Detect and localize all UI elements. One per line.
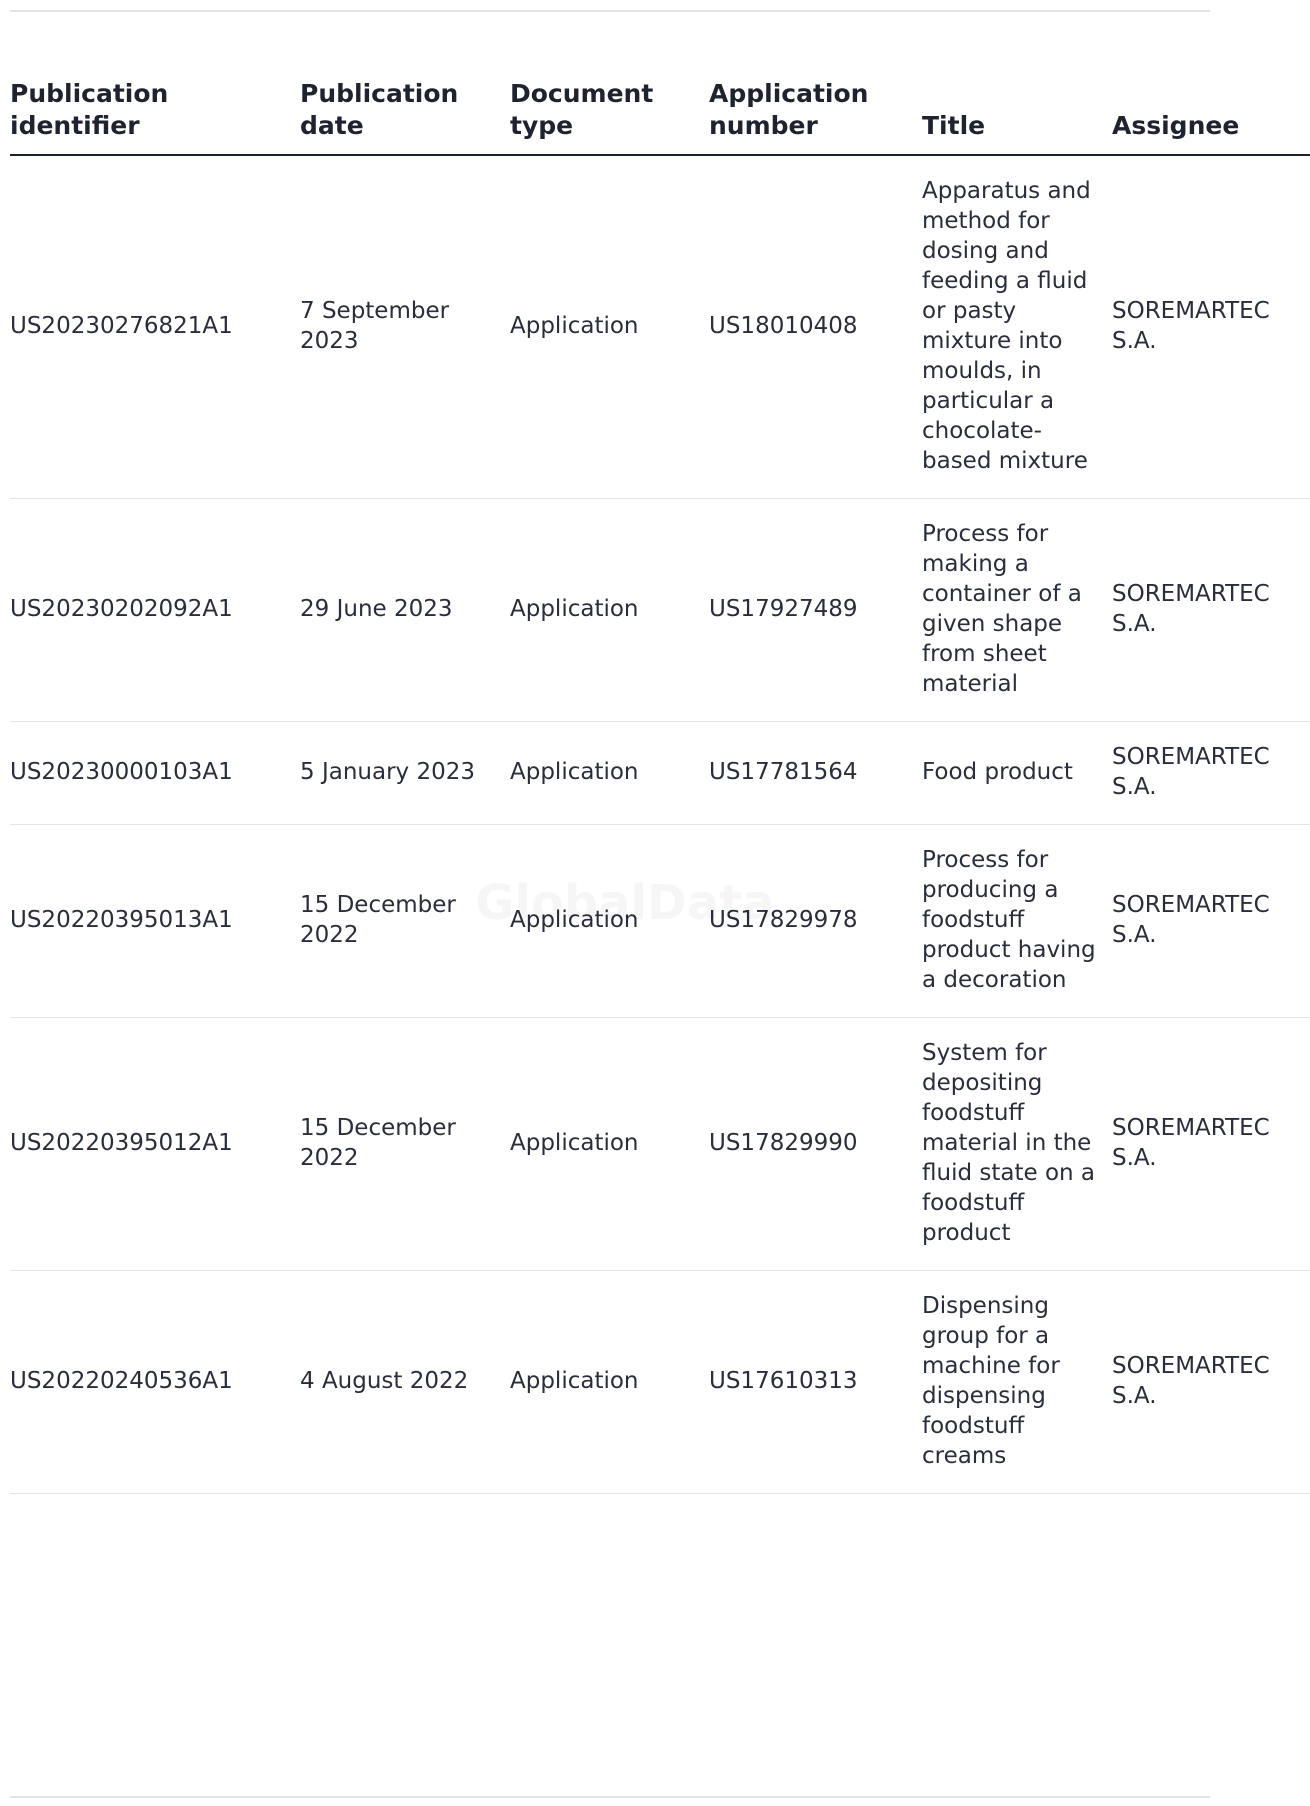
cell-application-number: US17927489 [709,499,922,722]
cell-document-type: Application [510,499,709,722]
cell-publication-date: 5 January 2023 [300,722,510,825]
header-application-number: Application number [709,60,922,155]
header-assignee: Assignee [1112,60,1310,155]
cell-publication-identifier: US20220240536A1 [10,1271,300,1494]
table-row [10,155,1310,499]
cell-publication-identifier: US20230276821A1 [10,155,300,499]
cell-publication-identifier: US20230202092A1 [10,499,300,722]
cell-assignee: SOREMARTEC S.A. [1112,1018,1310,1271]
header-publication-date: Publication date [300,60,510,155]
cell-publication-date: 4 August 2022 [300,1271,510,1494]
table-body [10,155,1310,1494]
header-document-type: Document type [510,60,709,155]
cell-document-type: Application [510,722,709,825]
header-publication-identifier: Publication identifier [10,60,300,155]
cell-assignee: SOREMARTEC S.A. [1112,825,1310,1018]
cell-publication-date: 29 June 2023 [300,499,510,722]
cell-application-number: US17781564 [709,722,922,825]
cell-publication-date: 7 September 2023 [300,155,510,499]
publications-table [10,60,1310,1494]
cell-title: System for depositing foodstuff material in the fluid state on a foodstuff product [922,1018,1112,1271]
cell-document-type: Application [510,155,709,499]
cell-publication-identifier: US20220395012A1 [10,1018,300,1271]
cell-title: Process for producing a foodstuff product having a decoration [922,825,1112,1018]
table-row [10,825,1310,1018]
top-divider [10,10,1210,12]
cell-document-type: Application [510,1271,709,1494]
table-row [10,1018,1310,1271]
cell-assignee: SOREMARTEC S.A. [1112,722,1310,825]
table-header [10,60,1310,155]
cell-application-number: US17610313 [709,1271,922,1494]
cell-assignee: SOREMARTEC S.A. [1112,1271,1310,1494]
cell-application-number: US17829978 [709,825,922,1018]
cell-publication-date: 15 December 2022 [300,825,510,1018]
cell-assignee: SOREMARTEC S.A. [1112,499,1310,722]
cell-title: Food product [922,722,1112,825]
table-row [10,499,1310,722]
cell-publication-identifier: US20230000103A1 [10,722,300,825]
table-viewport[interactable] [10,60,1270,1494]
cell-application-number: US17829990 [709,1018,922,1271]
cell-title: Dispensing group for a machine for dispensing foodstuff creams [922,1271,1112,1494]
cell-title: Apparatus and method for dosing and feeding a fluid or pasty mixture into moulds, in particular a chocolate-based mixture [922,155,1112,499]
cell-document-type: Application [510,1018,709,1271]
table-row [10,722,1310,825]
cell-assignee: SOREMARTEC S.A. [1112,155,1310,499]
cell-application-number: US18010408 [709,155,922,499]
cell-publication-date: 15 December 2022 [300,1018,510,1271]
bottom-divider [10,1796,1210,1798]
header-title: Title [922,60,1112,155]
cell-publication-identifier: US20220395013A1 [10,825,300,1018]
cell-document-type: Application [510,825,709,1018]
header-row [10,60,1310,155]
cell-title: Process for making a container of a given shape from sheet material [922,499,1112,722]
table-row [10,1271,1310,1494]
